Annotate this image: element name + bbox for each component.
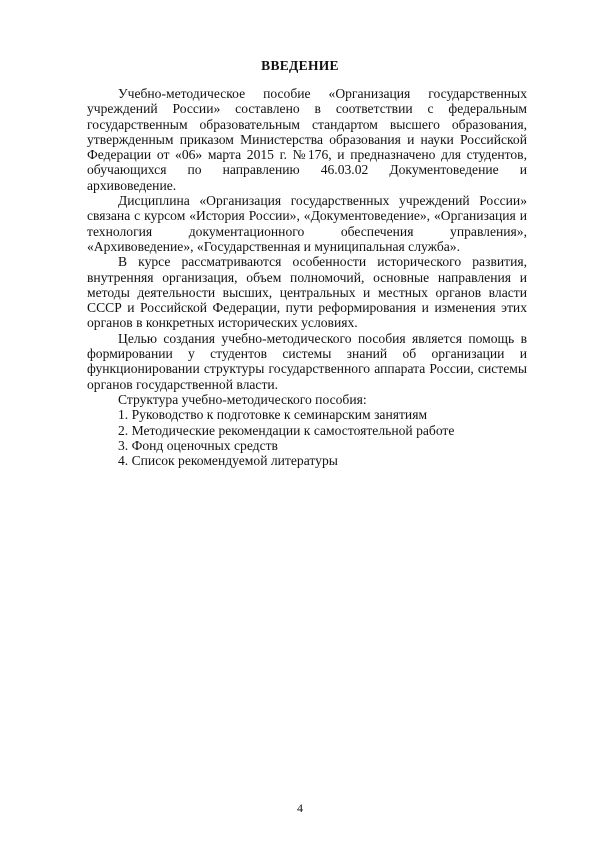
list-item: 3. Фонд оценочных средств: [118, 437, 278, 453]
paragraph-discipline: Дисциплина «Организация государственных учреждений России» связана с курсом «История России», «Документоведение», «Организация и технология документационного обеспечения управления», «Архивоведение», «Государственная и муниципальная служба».: [87, 193, 527, 254]
list-item: 4. Список рекомендуемой литературы: [118, 453, 338, 469]
section-title: ВВЕДЕНИЕ: [261, 58, 339, 73]
page-number: 4: [297, 801, 303, 815]
paragraph-course-content: В курсе рассматриваются особенности исторического развития, внутренняя организация, объем полномочий, основные направления и методы деятельности высших, центральных и местных органов власти СССР и Российской Федерации, пути реформирования и изменения этих органов в конкретных исторических условиях.: [87, 254, 527, 331]
document-body: [87, 86, 527, 468]
list-item: 1. Руководство к подготовке к семинарским занятиям: [118, 407, 428, 423]
list-item: 2. Методические рекомендации к самостоятельной работе: [118, 422, 455, 438]
structure-list: [87, 407, 527, 468]
paragraph-purpose: Учебно-методическое пособие «Организация государственных учреждений России» составлено в соответствии с федеральным государственным образовательным стандартом высшего образования, утвержденным приказом Министерства образования и науки Российской Федерации от «06» марта 2015 г. №176, и предназначено для студентов, обучающихся по направлению 46.03.02 Документоведение и архивоведение.: [87, 86, 527, 193]
paragraph-structure-heading: Структура учебно-методического пособия:: [118, 391, 367, 407]
paragraph-goal: Целью создания учебно-методического пособия является помощь в формировании у студентов системы знаний об организации и функционировании структуры государственного аппарата России, системы органов государственной власти.: [87, 330, 527, 392]
